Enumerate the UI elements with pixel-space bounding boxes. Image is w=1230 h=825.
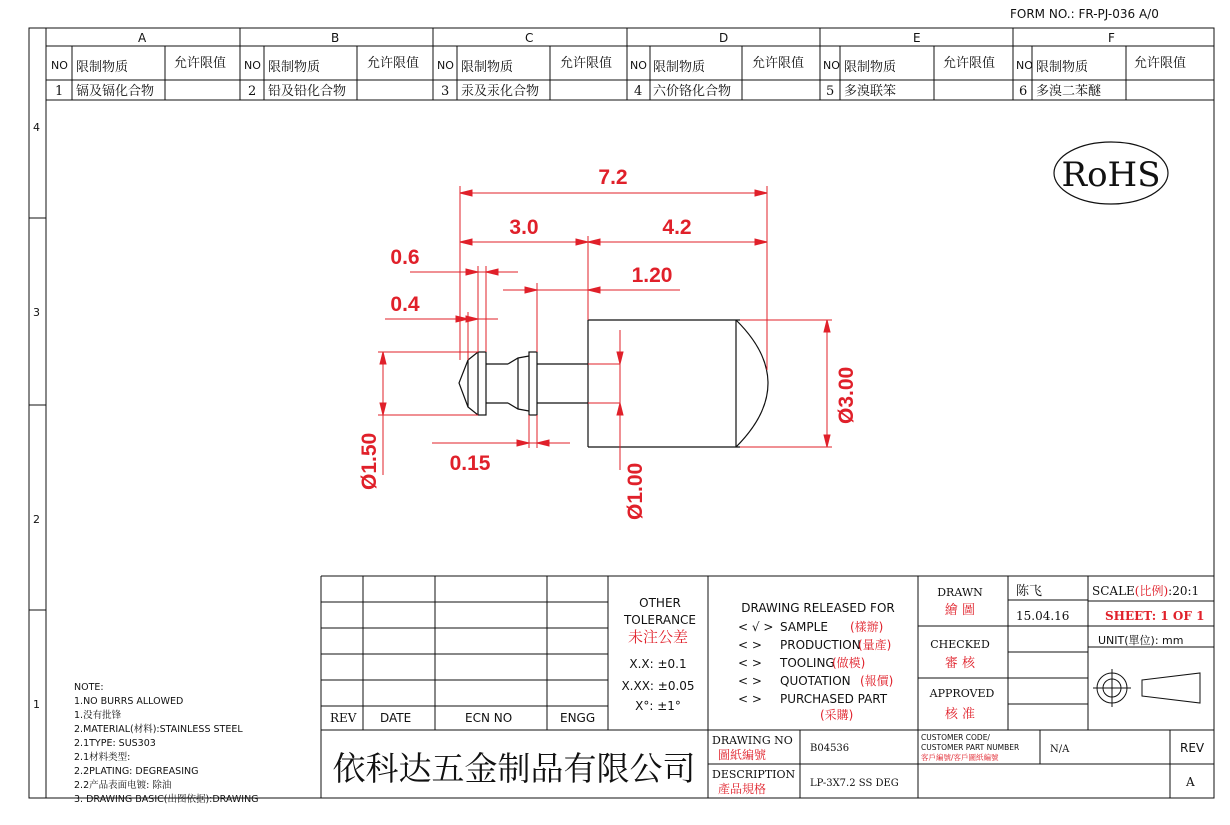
svg-text:審 核: 審 核 <box>944 656 976 671</box>
header-limit: 允许限值 <box>560 56 613 71</box>
svg-text:(報價): (報價) <box>860 674 894 688</box>
svg-text:QUOTATION: QUOTATION <box>780 674 851 688</box>
substance-no: 4 <box>634 84 643 99</box>
dim-flange-thickness: 0.15 <box>449 452 491 475</box>
header-substance: 限制物质 <box>653 60 706 75</box>
header-substance: 限制物质 <box>76 60 129 75</box>
svg-text:OTHER: OTHER <box>639 596 681 610</box>
header-substance: 限制物质 <box>268 60 321 75</box>
rohs-text: RoHS <box>1061 155 1161 195</box>
header-limit: 允许限值 <box>943 56 996 71</box>
column-letter: D <box>719 31 729 45</box>
row-number: 2 <box>33 513 40 526</box>
svg-text:客戶編號/客戶圖紙編號: 客戶編號/客戶圖紙編號 <box>921 753 999 762</box>
svg-text:< >: < > <box>738 692 762 706</box>
unit-label: UNIT(單位): mm <box>1098 634 1184 647</box>
note-line: 3. DRAWING BASIC(出图依据):DRAWING <box>74 794 259 805</box>
svg-text:(量產): (量產) <box>858 638 892 652</box>
svg-text:DRAWING NO: DRAWING NO <box>712 734 793 747</box>
rev-column-header: REV <box>330 711 357 725</box>
svg-text:(采購): (采購) <box>820 708 854 722</box>
header-no: NO <box>51 59 68 72</box>
svg-text:< >: < > <box>738 674 762 688</box>
drawing-number: B04536 <box>810 743 850 754</box>
svg-text:< >: < > <box>738 638 762 652</box>
dim-pin-diameter: Ø1.00 <box>624 462 647 520</box>
date-column-header: DATE <box>380 711 412 725</box>
dim-tip-width: 0.4 <box>390 293 420 316</box>
customer-part-number: N/A <box>1050 744 1070 755</box>
header-no: NO <box>1016 59 1033 72</box>
notes-block <box>74 682 259 805</box>
svg-text:X.XX: ±0.05: X.XX: ±0.05 <box>621 679 695 693</box>
row-number: 3 <box>33 306 40 319</box>
column-letter: F <box>1108 31 1115 45</box>
note-line: 2.1材料类型: <box>74 752 131 763</box>
svg-text:(樣辦): (樣辦) <box>850 620 884 634</box>
header-no: NO <box>630 59 647 72</box>
header-limit: 允许限值 <box>1134 56 1187 71</box>
header-substance: 限制物质 <box>1036 60 1089 75</box>
header-no: NO <box>244 59 261 72</box>
substance-no: 5 <box>826 84 835 99</box>
svg-text:未注公差: 未注公差 <box>627 628 689 646</box>
dim-head-length: 3.0 <box>509 216 539 239</box>
column-letter: A <box>138 31 147 45</box>
note-line: 1.NO BURRS ALLOWED <box>74 696 184 707</box>
dim-flange-width: 0.6 <box>390 246 420 269</box>
dim-body-diameter: Ø3.00 <box>835 366 858 424</box>
header-no: NO <box>437 59 454 72</box>
dim-pin-length: 1.20 <box>631 264 673 287</box>
substance-name: 多溴联笨 <box>844 84 897 99</box>
rev-label: REV <box>1180 741 1205 755</box>
svg-text:X°: ±1°: X°: ±1° <box>635 699 681 713</box>
substance-no: 1 <box>55 84 64 99</box>
header-no: NO <box>823 59 840 72</box>
svg-text:< √ >: < √ > <box>738 620 774 634</box>
column-letter: C <box>525 31 534 45</box>
row-number: 1 <box>33 698 40 711</box>
header-substance: 限制物质 <box>461 60 514 75</box>
svg-text:TOLERANCE: TOLERANCE <box>623 613 697 627</box>
svg-text:DESCRIPTION: DESCRIPTION <box>712 768 796 781</box>
substance-no: 2 <box>248 84 257 99</box>
ecn-column-header: ECN NO <box>465 711 513 725</box>
note-line: NOTE: <box>74 682 104 693</box>
release-title: DRAWING RELEASED FOR <box>741 601 895 615</box>
svg-text:繪 圖: 繪 圖 <box>944 603 976 618</box>
signoff-block <box>929 584 1070 722</box>
projection-symbol-icon <box>1093 669 1200 707</box>
substance-no: 6 <box>1019 84 1028 99</box>
svg-text:產品規格: 產品規格 <box>718 782 767 796</box>
part-description: LP-3X7.2 SS DEG <box>810 778 899 789</box>
note-line: 2.MATERIAL(材料):STAINLESS STEEL <box>74 724 243 735</box>
svg-text:SAMPLE: SAMPLE <box>780 620 828 634</box>
svg-text:核 准: 核 准 <box>944 707 976 722</box>
svg-text:CUSTOMER PART NUMBER: CUSTOMER PART NUMBER <box>921 743 1020 752</box>
substance-name: 汞及汞化合物 <box>461 84 540 99</box>
substance-name: 六价铬化合物 <box>653 84 732 99</box>
drawn-date: 15.04.16 <box>1016 609 1070 623</box>
note-line: 2.1TYPE: SUS303 <box>74 738 156 749</box>
svg-text:TOOLING: TOOLING <box>780 656 835 670</box>
svg-text:圖紙編號: 圖紙編號 <box>718 748 767 762</box>
dim-head-diameter: Ø1.50 <box>358 432 381 490</box>
note-line: 1.没有批锋 <box>74 710 122 721</box>
svg-text:CHECKED: CHECKED <box>930 638 990 651</box>
svg-text:CUSTOMER CODE/: CUSTOMER CODE/ <box>921 733 990 742</box>
header-limit: 允许限值 <box>752 56 805 71</box>
engg-column-header: ENGG <box>560 711 596 725</box>
substance-name: 镉及镉化合物 <box>76 84 155 99</box>
drawn-by: 陈飞 <box>1016 584 1043 599</box>
header-limit: 允许限值 <box>174 56 227 71</box>
rev-value: A <box>1186 775 1195 789</box>
tolerance-block <box>621 596 696 713</box>
column-letter: B <box>331 31 340 45</box>
dimension-lines <box>378 186 832 475</box>
dim-body-length: 4.2 <box>662 216 692 239</box>
svg-text:APPROVED: APPROVED <box>929 687 995 700</box>
dim-total-length: 7.2 <box>598 166 628 189</box>
substance-name: 铅及铅化合物 <box>268 84 347 99</box>
scale-label: SCALE(比例):20:1 <box>1092 584 1200 598</box>
substance-no: 3 <box>441 84 450 99</box>
part-outline <box>459 320 768 447</box>
company-name: 依科达五金制品有限公司 <box>332 749 696 788</box>
sheet-number: SHEET: 1 OF 1 <box>1105 609 1205 623</box>
column-letter: E <box>913 31 921 45</box>
header-substance: 限制物质 <box>844 60 897 75</box>
svg-text:PURCHASED PART: PURCHASED PART <box>780 692 888 706</box>
svg-text:< >: < > <box>738 656 762 670</box>
form-number: FORM NO.: FR-PJ-036 A/0 <box>1010 7 1159 21</box>
row-number: 4 <box>33 121 40 134</box>
note-line: 2.2产品表面电镀: 除油 <box>74 780 172 791</box>
svg-text:PRODUCTION: PRODUCTION <box>780 638 861 652</box>
svg-text:X.X: ±0.1: X.X: ±0.1 <box>629 657 687 671</box>
header-limit: 允许限值 <box>367 56 420 71</box>
release-block <box>738 601 895 722</box>
svg-text:(做模): (做模) <box>832 656 866 670</box>
substance-name: 多溴二苯醚 <box>1036 84 1102 99</box>
note-line: 2.2PLATING: DEGREASING <box>74 766 199 777</box>
svg-text:DRAWN: DRAWN <box>937 586 983 599</box>
